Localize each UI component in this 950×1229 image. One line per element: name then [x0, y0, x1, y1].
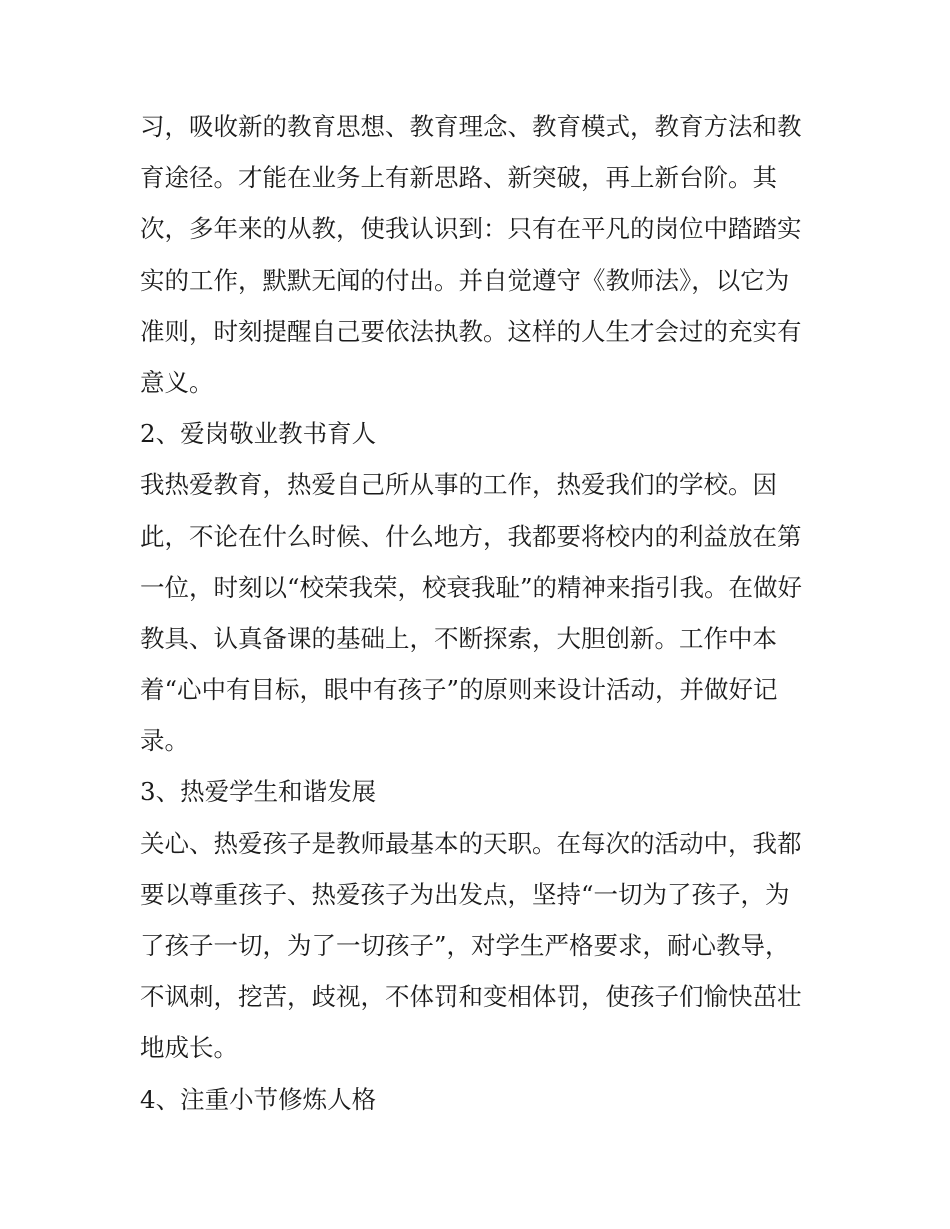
paragraph-line: 习，吸收新的教育思想、教育理念、教育模式，教育方法和教: [140, 112, 802, 141]
paragraph-line: 一位，时刻以“校荣我荣，校衰我耻”的精神来指引我。在做好: [140, 572, 803, 602]
section-heading: 4、注重小节修炼人格: [140, 1084, 377, 1114]
paragraph-line: 着“心中有目标，眼中有孩子”的原则来设计活动，并做好记: [140, 675, 778, 705]
document-body: [140, 101, 820, 1125]
section-heading: 2、爱岗敬业教书育人: [140, 419, 377, 449]
paragraph-line: 不讽刺，挖苦，歧视，不体罚和变相体罚，使孩子们愉快茁壮: [140, 982, 802, 1012]
paragraph-line: 关心、热爱孩子是教师最基本的天职。在每次的活动中，我都: [140, 828, 802, 858]
paragraph-line: 录。: [140, 726, 189, 756]
paragraph-line: 教具、认真备课的基础上，不断探索，大胆创新。工作中本: [140, 623, 777, 653]
paragraph-line: 意义。: [140, 367, 214, 397]
paragraph-line: 实的工作，默默无闻的付出。并自觉遵守《教师法》，以它为: [140, 265, 790, 295]
paragraph-line: 育途径。才能在业务上有新思路、新突破，再上新台阶。其: [140, 163, 777, 193]
paragraph-line: 此，不论在什么时候、什么地方，我都要将校内的利益放在第: [140, 521, 802, 551]
section-heading: 3、热爱学生和谐发展: [140, 777, 377, 807]
paragraph-line: 地成长。: [140, 1033, 238, 1063]
paragraph-line: 准则，时刻提醒自己要依法执教。这样的人生才会过的充实有: [140, 316, 802, 346]
paragraph-line: 了孩子一切，为了一切孩子”，对学生严格要求，耐心教导，: [140, 931, 790, 960]
paragraph-line: 我热爱教育，热爱自己所从事的工作，热爱我们的学校。因: [140, 470, 777, 500]
paragraph-line: 次，多年来的从教，使我认识到：只有在平凡的岗位中踏踏实: [140, 214, 802, 244]
paragraph-line: 要以尊重孩子、热爱孩子为出发点，坚持“一切为了孩子，为: [140, 879, 790, 909]
